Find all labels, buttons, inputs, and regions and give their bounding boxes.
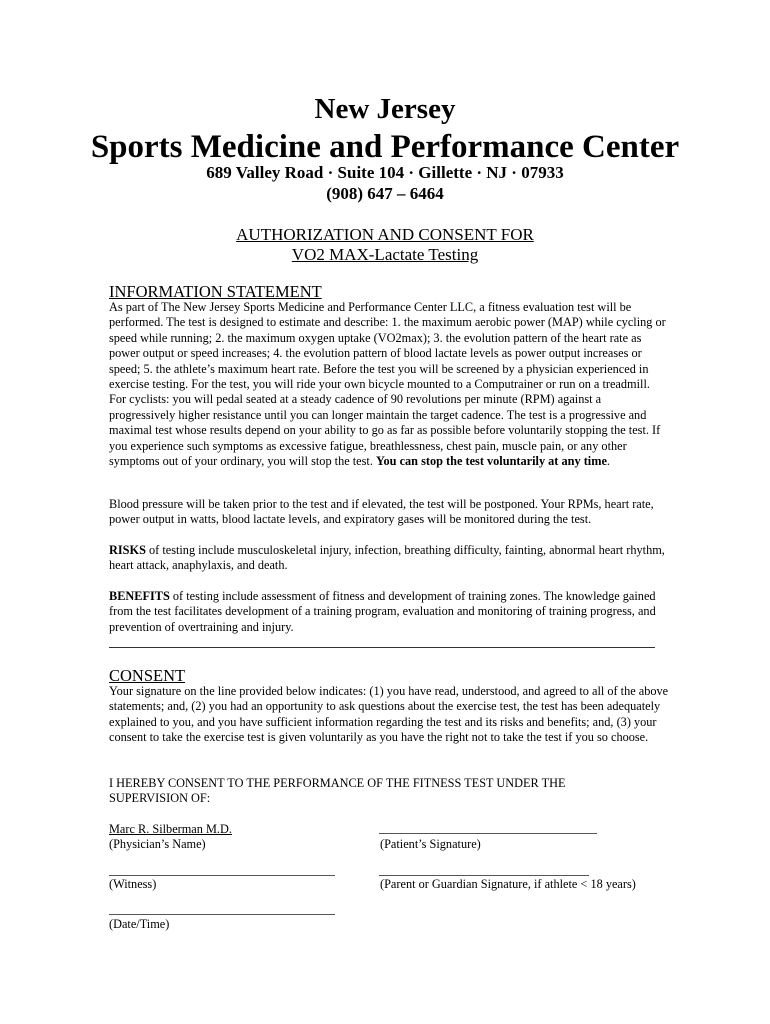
risks-label: RISKS [109,543,146,557]
date-time-line[interactable] [109,914,335,915]
consent-paragraph: Your signature on the line provided below indicates: (1) you have read, understood, and agreed to all of the above statements; and, (2) you had an opportunity to ask questions about the exercise test, the test has been adequately explained to you, and you have sufficient information regarding the test and its risks and benefits; and, (3) your consent to take the exercise test is given voluntarily as you have the right not to take the test if you so choose. [109,684,669,745]
title-state: New Jersey [314,93,456,125]
consent-statement: I HEREBY CONSENT TO THE PERFORMANCE OF THE FITNESS TEST UNDER THE SUPERVISION OF: [109,776,566,806]
benefits-paragraph [109,589,669,635]
benefits-label: BENEFITS [109,589,170,603]
phone-number: (908) 647 – 6464 [326,184,444,203]
stop-voluntarily-text: You can stop the test voluntarily at any time [376,454,607,469]
physician-label: (Physician’s Name) [109,837,206,851]
patient-signature-line[interactable] [379,833,597,834]
benefits-text: of testing include assessment of fitness and development of training zones. The knowledge gained from the test facilitates development of a training program, evaluation and monitoring of training progress, and prevention of overtraining and injury. [109,589,656,634]
witness-label: (Witness) [109,877,157,891]
information-paragraph [109,300,669,469]
information-text: As part of The New Jersey Sports Medicine and Performance Center LLC, a fitness evaluation test will be performed. The test is designed to estimate and describe: 1. the maximum aerobic power (MAP) while cycling or speed while running; 2. the maximum oxygen uptake (VO2max); 3. the evolution pattern of the heart rate as power output or speed increases; 4. the evolution pattern of blood lactate levels as power output increases or speed; 5. the athlete’s maximum heart rate. Before the test you will be screened by a physician experienced in exercise testing. For the test, you will ride your own bicycle mounted to a Computrainer or run on a treadmill. For cyclists: you will pedal seated at a steady cadence of 90 revolutions per minute (RPM) against a progressively higher resistance until you can longer maintain the target cadence. The test is a progressive and maximal test whose results depend on your ability to go as far as possible before voluntarily stopping the test. If you experience such symptoms as excessive fatigue, breathlessness, chest pain, muscle pain, or any other symptoms out of your ordinary, you will stop the test. [109,300,666,469]
blood-pressure-paragraph: Blood pressure will be taken prior to the test and if elevated, the test will be postponed. Your RPMs, heart rate, power output in watts, blood lactate levels, and expiratory gases will be monitored during the test. [109,497,654,527]
risks-paragraph [109,543,669,574]
information-heading: INFORMATION STATEMENT [109,282,322,301]
title-center-name: Sports Medicine and Performance Center [90,129,680,165]
address: 689 Valley Road · Suite 104 · Gillette · NJ · 07933 [206,163,564,182]
form-title-line1: AUTHORIZATION AND CONSENT FOR [236,225,534,244]
patient-signature-label: (Patient’s Signature) [380,837,481,851]
information-end: . [606,454,610,469]
physician-name: Marc R. Silberman M.D. [109,822,232,836]
guardian-signature-line[interactable] [379,875,589,876]
section-divider [109,647,655,648]
date-time-label: (Date/Time) [109,917,170,931]
form-title-line2: VO2 MAX-Lactate Testing [291,245,479,264]
risks-text: of testing include musculoskeletal injury, infection, breathing difficulty, fainting, abnormal heart rhythm, heart attack, anaphylaxis, and death. [109,543,665,573]
guardian-signature-label: (Parent or Guardian Signature, if athlete < 18 years) [380,877,636,891]
consent-heading: CONSENT [109,666,186,685]
witness-signature-line[interactable] [109,875,335,876]
